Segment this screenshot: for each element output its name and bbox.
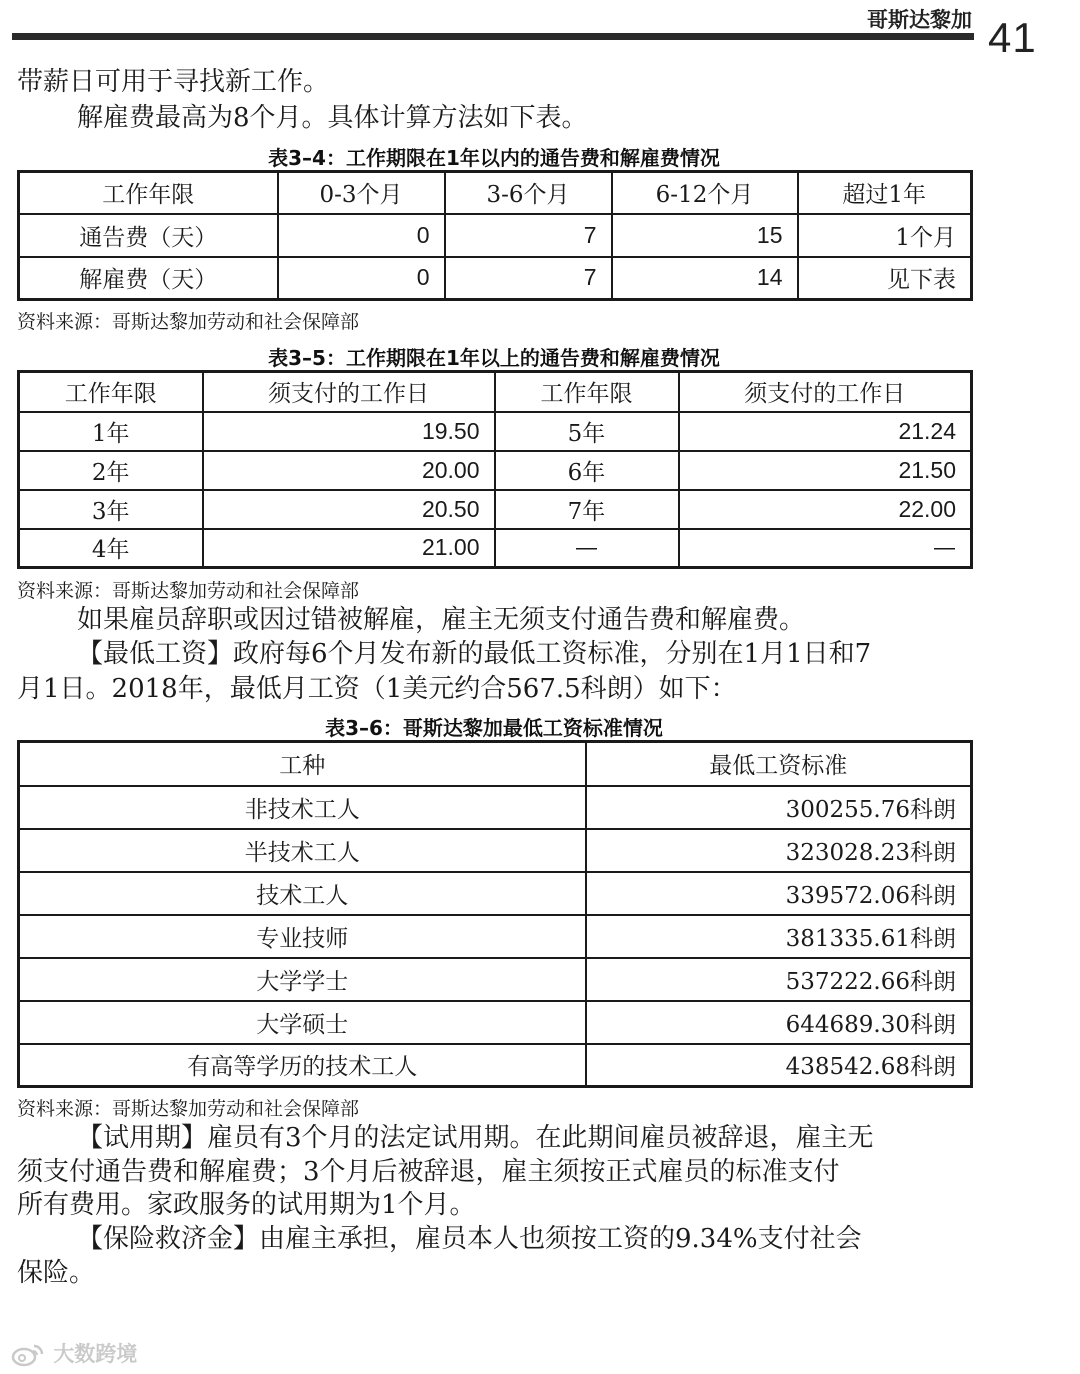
table-cell: 6年 [495,451,679,490]
table-cell: 见下表 [798,257,972,300]
table-row [19,451,972,490]
table-cell: 5年 [495,412,679,451]
table-cell: 438542.68科朗 [586,1044,972,1087]
table-cell: — [679,529,972,568]
row-label: 通告费（天） [19,214,278,257]
table-cell: 22.00 [679,490,972,529]
header-cell: 最低工资标准 [586,742,972,786]
table-row [19,915,972,958]
table-row [19,214,972,257]
table-row [19,829,972,872]
running-header-title: 哥斯达黎加 [867,8,972,32]
probation-line-2: 须支付通告费和解雇费；3个月后被辞退，雇主须按正式雇员的标准支付 [17,1157,840,1187]
table-3-5-source: 资料来源：哥斯达黎加劳动和社会保障部 [17,580,360,602]
header-cell: 工作年限 [19,172,278,214]
table-row [19,257,972,300]
insurance-line-1: 【保险救济金】由雇主承担，雇员本人也须按工资的9.34%支付社会 [77,1224,862,1254]
table-cell: 1年 [19,412,203,451]
table-cell: 300255.76科朗 [586,786,972,829]
watermark [10,1338,137,1368]
table-row [19,1001,972,1044]
header-cell: 3-6个月 [445,172,612,214]
table-cell: 19.50 [203,412,495,451]
table-cell: 技术工人 [19,872,586,915]
table-cell: 323028.23科朗 [586,829,972,872]
table-cell: 非技术工人 [19,786,586,829]
table-cell: — [495,529,679,568]
probation-line-1: 【试用期】雇员有3个月的法定试用期。在此期间雇员被辞退，雇主无 [77,1123,874,1153]
table-row [19,786,972,829]
table-cell: 大学硕士 [19,1001,586,1044]
page-number: 41 [988,14,1037,61]
header-rule [12,33,974,40]
table-cell: 7 [445,214,612,257]
table-cell: 7年 [495,490,679,529]
minimum-wage-line-1: 【最低工资】政府每6个月发布新的最低工资标准，分别在1月1日和7 [77,639,872,669]
table-cell: 20.00 [203,451,495,490]
table-cell: 1个月 [798,214,972,257]
weibo-logo-icon [10,1342,46,1368]
intro-line-2: 解雇费最高为8个月。具体计算方法如下表。 [77,103,588,133]
header-cell: 超过1年 [798,172,972,214]
table-3-4-source: 资料来源：哥斯达黎加劳动和社会保障部 [17,311,360,333]
table-row [19,412,972,451]
table-cell: 有高等学历的技术工人 [19,1044,586,1087]
table-cell: 21.00 [203,529,495,568]
table-row [19,958,972,1001]
table-3-5 [17,370,973,569]
table-cell: 21.24 [679,412,972,451]
table-header-row [19,372,972,412]
header-cell: 工作年限 [495,372,679,412]
table-cell: 537222.66科朗 [586,958,972,1001]
header-cell: 须支付的工作日 [203,372,495,412]
table-3-4 [17,170,973,301]
table-cell: 20.50 [203,490,495,529]
intro-line-1: 带薪日可用于寻找新工作。 [17,67,330,97]
header-cell: 工种 [19,742,586,786]
table-cell: 381335.61科朗 [586,915,972,958]
table-cell: 0 [278,214,445,257]
header-cell: 0-3个月 [278,172,445,214]
table-3-6 [17,740,973,1088]
table-cell: 21.50 [679,451,972,490]
table-3-6-source: 资料来源：哥斯达黎加劳动和社会保障部 [17,1098,360,1120]
probation-line-3: 所有费用。家政服务的试用期为1个月。 [17,1190,476,1220]
header-cell: 工作年限 [19,372,203,412]
table-header-row [19,742,972,786]
table-row [19,490,972,529]
header-cell: 6-12个月 [612,172,798,214]
table-cell: 0 [278,257,445,300]
table-cell: 3年 [19,490,203,529]
table-cell: 2年 [19,451,203,490]
table-cell: 大学学士 [19,958,586,1001]
table-cell: 644689.30科朗 [586,1001,972,1044]
table-cell: 4年 [19,529,203,568]
header-cell: 须支付的工作日 [679,372,972,412]
table-cell: 15 [612,214,798,257]
table-3-5-caption: 表3–5：工作期限在1年以上的通告费和解雇费情况 [268,346,720,370]
table-cell: 半技术工人 [19,829,586,872]
table-row [19,872,972,915]
watermark-text: 大数跨境 [53,1342,138,1366]
table-cell: 339572.06科朗 [586,872,972,915]
row-label: 解雇费（天） [19,257,278,300]
insurance-line-2: 保险。 [17,1258,96,1288]
table-cell: 7 [445,257,612,300]
table-row [19,1044,972,1087]
table-row [19,529,972,568]
table-cell: 专业技师 [19,915,586,958]
paragraph-resignation: 如果雇员辞职或因过错被解雇，雇主无须支付通告费和解雇费。 [77,605,806,635]
table-3-6-caption: 表3–6：哥斯达黎加最低工资标准情况 [325,716,663,740]
table-cell: 14 [612,257,798,300]
table-header-row [19,172,972,214]
table-3-4-caption: 表3–4：工作期限在1年以内的通告费和解雇费情况 [268,146,720,170]
minimum-wage-line-2: 月1日。2018年，最低月工资（1美元约合567.5科朗）如下： [17,674,737,704]
